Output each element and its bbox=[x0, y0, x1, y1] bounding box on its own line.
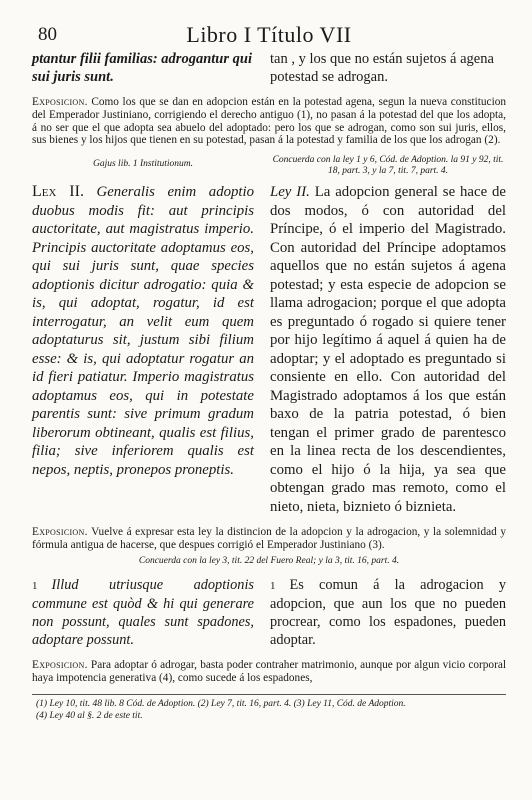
spanish-continuation: tan , y los que no están sujetos á agena potestad se adrogan. bbox=[270, 51, 494, 85]
reference-row bbox=[32, 155, 506, 177]
book-page bbox=[32, 18, 506, 722]
item-1-spanish bbox=[270, 576, 506, 649]
item-1 bbox=[32, 576, 506, 649]
top-continuation bbox=[32, 50, 506, 86]
item-number: 1 bbox=[270, 579, 276, 592]
lex-body: Generalis enim adoptio duobus modis fit: aut principis auctoritate, aut magistratus imperio. Principis auctoritate adoptamus eos, qui sui juris sunt, quae species adoptionis dicitur adrogatio: quia & is, qui adoptat, rogatur, id est interrogatur, an velit eum quem adoptaturus sit, justum sibi filium esse: & is, qui adoptatur rogatur an id fieri patiatur. Imperio magistratus adoptamus eos, qui in potestate parentis sunt: sive primum gradum liberorum obtineant, qualis est filius, filia; sive inferiorem qualis est nepos, neptis, pronepos proneptis. bbox=[32, 184, 255, 478]
exposicion-label: Exposicion. bbox=[32, 658, 88, 671]
latin-continuation: ptantur filii familias: adrogantur qui sui juris sunt. bbox=[32, 51, 252, 85]
exposicion-2 bbox=[32, 526, 506, 552]
page-number: 80 bbox=[38, 24, 57, 45]
lex-heading: Lex II. bbox=[32, 183, 84, 201]
item-spanish-text: Es comun á la adrogacion y adopcion, que aun los que no pueden procrear, como los espadones, pueden adoptar. bbox=[270, 576, 506, 648]
exposicion-label: Exposicion. bbox=[32, 526, 88, 539]
exposicion-label: Exposicion. bbox=[32, 96, 88, 108]
footnote-rule bbox=[32, 694, 506, 695]
concordance-reference: Concuerda con la ley 1 y 6, Cód. de Adoption. la 91 y 92, tit. 18, part. 3, y la 7, tit. 7, part. 4. bbox=[272, 155, 504, 177]
exposicion-3 bbox=[32, 659, 506, 685]
exposicion-text: Para adoptar ó adrogar, basta poder contraher matrimonio, aunque por algun vicio corporal haya impotencia generativa (4), como sucede á los espadones, bbox=[32, 658, 506, 684]
exposicion-1 bbox=[32, 96, 506, 147]
lex-2-latin bbox=[32, 183, 254, 516]
item-number: 1 bbox=[32, 579, 38, 592]
ley-heading: Ley II. bbox=[270, 184, 310, 201]
running-title: Libro I Título VII bbox=[186, 22, 352, 47]
footnotes bbox=[32, 698, 506, 722]
source-reference: Gajus lib. 1 Institutionum. bbox=[92, 159, 194, 170]
item-1-latin bbox=[32, 576, 254, 649]
ley-2-spanish bbox=[270, 183, 506, 516]
page-header bbox=[32, 18, 506, 50]
ley-body: La adopcion general se hace de dos modos, ó con autoridad del Príncipe, ó el imperio del Magistrado. Con autoridad del Príncipe adoptamos aquellos que no están sujetos á agena potestad; y esta especie de adopcion se llama adrogacion; porque el que adopta es preguntado ó rogado si quiere tener por hijo legítimo á aquel á quien ha de adoptar; y el adoptado es preguntado si consiente en ello. Con autoridad del Magistrado adoptamos á los que están baxo de la patria potestad, ó bien tengan el primer grado de parentesco en la linea recta de los descendientes, como el hijo ó la hija, ya sea que obtengan grado mas remoto, como el nieto, nieta, biznieto ó biznieta. bbox=[270, 184, 506, 515]
item-latin-text: Illud utriusque adoptionis commune est quòd & hi qui generare non possunt, quales sunt spadones, adoptare possunt. bbox=[32, 576, 254, 648]
footnote-line: (4) Ley 40 al §. 2 de este tit. bbox=[36, 711, 143, 722]
exposicion-text: Como los que se dan en adopcion están en la potestad agena, segun la nueva constitucion del Emperador Justiniano, corrigiendo el derecho antiguo (1), no pasan á la potestad del que los adopta, á no ser que el que adopta sea abuelo del adoptado: pero los que se adrogan, como son sui juris, ellos, sus bienes y los hijos que tienen en su potestad, pasan á la potestad y familia de los que los adrogan (2). bbox=[32, 96, 507, 147]
lex-2 bbox=[32, 183, 506, 516]
exposicion-text: Vuelve á expresar esta ley la distincion de la adopcion y la adrogacion, y la solemnidad y fórmula antigua de hacerse, que despues corrigió el Emperador Justiniano (3). bbox=[32, 526, 506, 551]
concordance-2: Concuerda con la ley 3, tit. 22 del Fuero Real; y la 3, tit. 16, part. 4. bbox=[138, 555, 400, 566]
footnote-line: (1) Ley 10, tit. 48 lib. 8 Cód. de Adoption. (2) Ley 7, tit. 16, part. 4. (3) Ley 11, Cód. de Adoption. bbox=[36, 699, 406, 710]
